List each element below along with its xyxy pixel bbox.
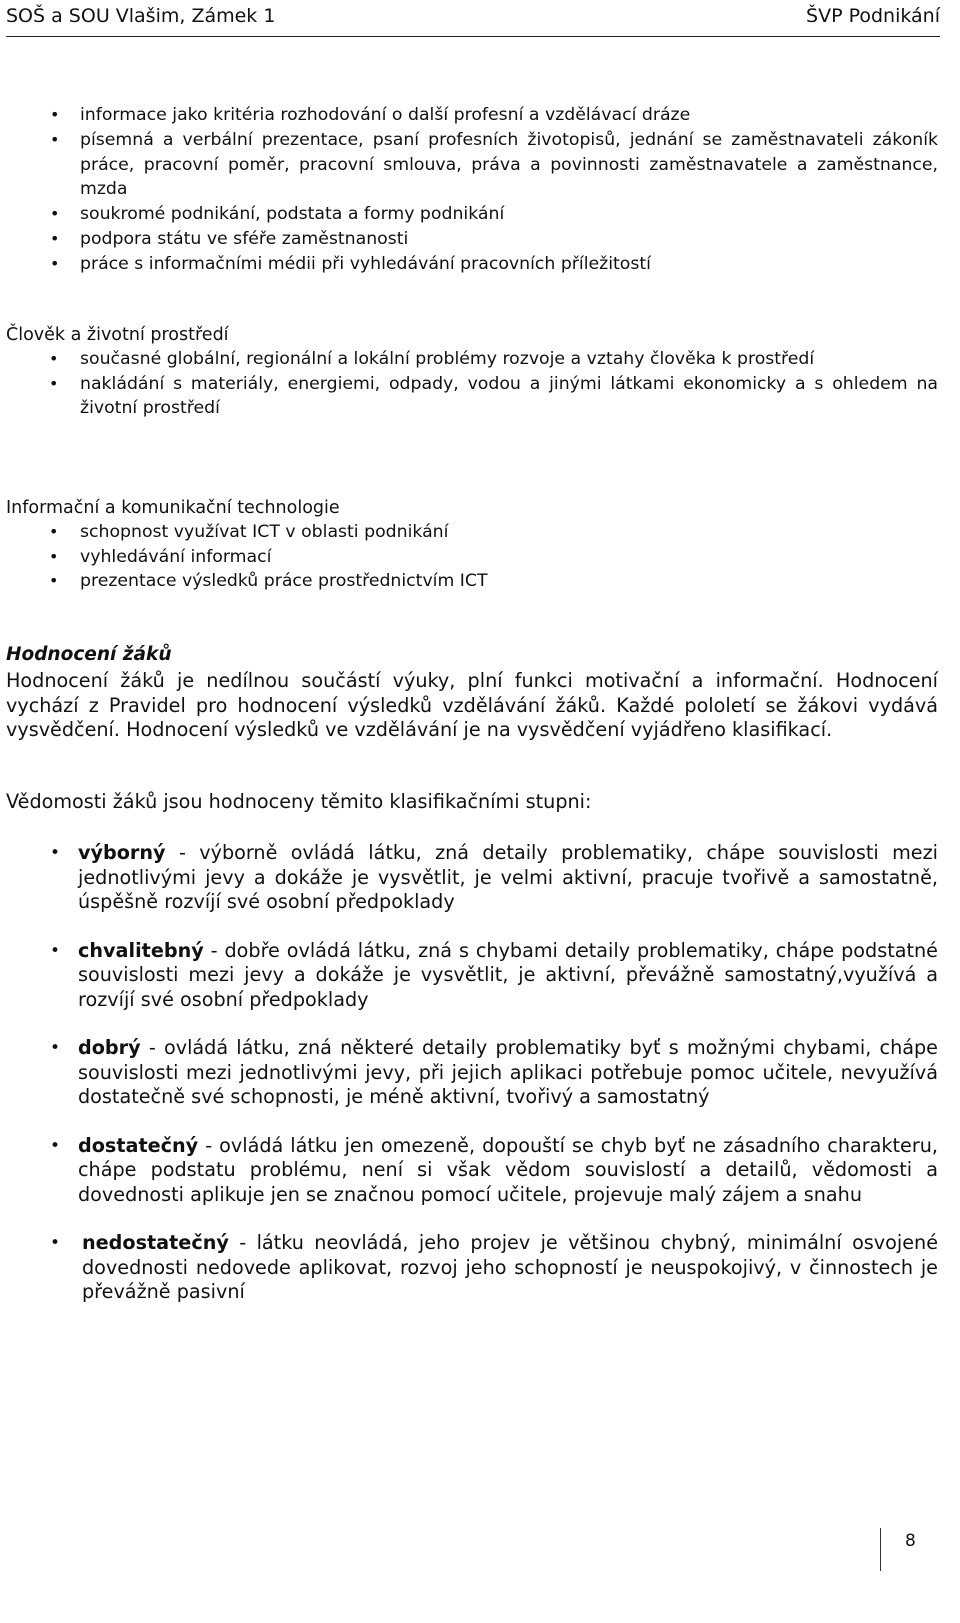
grade-item [6, 939, 938, 1013]
footer-divider [880, 1528, 881, 1571]
environment-section [6, 323, 938, 421]
grade-item [6, 1036, 938, 1110]
ict-section [6, 496, 938, 594]
bullet-icon: • [49, 571, 59, 590]
bullet-icon: • [49, 546, 59, 566]
grade-description: - ovládá látku jen omezeně, dopouští se chyb byť ne zásadního charakteru, chápe podstatu problému, není si však vědom souvislostí a detailů, vědomosti a dovednosti aplikuje jen se značnou pomocí učitele, projevuje malý zájem a snahu [78, 1133, 938, 1206]
bullet-icon: • [50, 204, 60, 224]
page-number: 8 [905, 1531, 916, 1551]
bullet-icon: • [49, 373, 59, 393]
career-topics-section [6, 103, 938, 277]
bullet-icon: • [50, 129, 60, 149]
bullet-icon: • [50, 253, 60, 273]
list-item: • současné globální, regionální a lokální problémy rozvoje a vztahy člověka k prostředí [6, 347, 938, 372]
environment-list [6, 347, 938, 421]
bullet-icon: • [50, 1038, 61, 1058]
list-item: • informace jako kritéria rozhodování o další profesní a vzdělávací dráze [6, 103, 938, 128]
grade-term: chvalitebný [78, 938, 204, 962]
ict-list [6, 520, 938, 594]
bullet-icon: • [50, 1135, 61, 1156]
assessment-section [6, 643, 938, 743]
grade-item [6, 841, 938, 915]
list-item: • soukromé podnikání, podstata a formy podnikání [6, 202, 938, 227]
grades-list [6, 841, 938, 1305]
list-item: • písemná a verbální prezentace, psaní profesních životopisů, jednání se zaměstnavateli zákoník práce, pracovní poměr, pracovní smlouva, práva a povinnosti zaměstnavatele a zaměstnance, mzda [50, 129, 938, 200]
grades-intro: Vědomosti žáků jsou hodnoceny těmito klasifikačními stupni: [6, 790, 592, 813]
grade-description: - výborně ovládá látku, zná detaily problematiky, chápe souvislosti mezi jednotlivými jevy a dokáže je vysvětlit, je velmi aktivní, pracuje tvořivě a samostatně, úspěšně rozvíjí své osobní předpoklady [78, 841, 938, 913]
grade-term: dostatečný [78, 1133, 199, 1157]
list-item: • práce s informačními médii při vyhledávání pracovních příležitostí [6, 252, 938, 277]
header-program-name: ŠVP Podnikání [806, 5, 940, 27]
list-item: • nakládání s materiály, energiemi, odpady, vodou a jinými látkami ekonomicky a s ohledem na životní prostředí [49, 373, 938, 418]
section-heading: Informační a komunikační technologie [6, 498, 340, 518]
page-header [6, 0, 940, 37]
bullet-icon: • [49, 522, 59, 541]
assessment-paragraph: Hodnocení žáků je nedílnou součástí výuky, plní funkci motivační a informační. Hodnocení vychází z Pravidel pro hodnocení výsledků vzdělávání žáků. Každé pololetí se žákovi vydává vysvědčení. Hodnocení výsledků ve vzdělávání je na vysvědčení vyjádřeno klasifikací. [6, 669, 938, 741]
header-school-name: SOŠ a SOU Vlašim, Zámek 1 [6, 5, 276, 27]
grade-description: - ovládá látku, zná některé detaily problematiky byť s možnými chybami, chápe souvislosti mezi jednotlivými jevy, při jejich aplikaci potřebuje pomoc učitele, nevyužívá dostatečně své schopnosti, je méně aktivní, tvořivý a samostatný [78, 1036, 938, 1108]
grade-term: nedostatečný [82, 1231, 229, 1254]
grade-description: - dobře ovládá látku, zná s chybami detaily problematiky, chápe podstatné souvislosti mezi jevy a dokáže je vysvětlit, je aktivní, převážně samostatný,využívá a rozvíjí své osobní předpoklady [78, 938, 938, 1011]
bullet-icon: • [50, 940, 61, 961]
grade-item [6, 1134, 938, 1208]
bullet-icon: • [50, 1233, 61, 1253]
bullet-icon: • [49, 349, 59, 368]
assessment-heading: Hodnocení žáků [6, 644, 172, 665]
bullet-icon: • [50, 228, 60, 248]
section-heading: Člověk a životní prostředí [6, 325, 229, 345]
list-item: • vyhledávání informací [6, 545, 938, 570]
grade-item [6, 1231, 938, 1305]
grade-term: dobrý [78, 1036, 141, 1059]
bullet-icon: • [50, 843, 61, 863]
career-topics-list [6, 103, 938, 277]
grade-term: výborný [78, 841, 166, 864]
grades-section [6, 841, 938, 1305]
list-item: • prezentace výsledků práce prostřednictvím ICT [6, 569, 938, 594]
list-item: • podpora státu ve sféře zaměstnanosti [6, 227, 938, 252]
bullet-icon: • [50, 105, 60, 124]
grade-description: - látku neovládá, jeho projev je většinou chybný, minimální osvojené dovednosti nedovede aplikovat, rozvoj jeho schopností je neuspokojivý, v činnostech je převážně pasivní [82, 1231, 938, 1303]
list-item: • schopnost využívat ICT v oblasti podnikání [6, 520, 938, 545]
